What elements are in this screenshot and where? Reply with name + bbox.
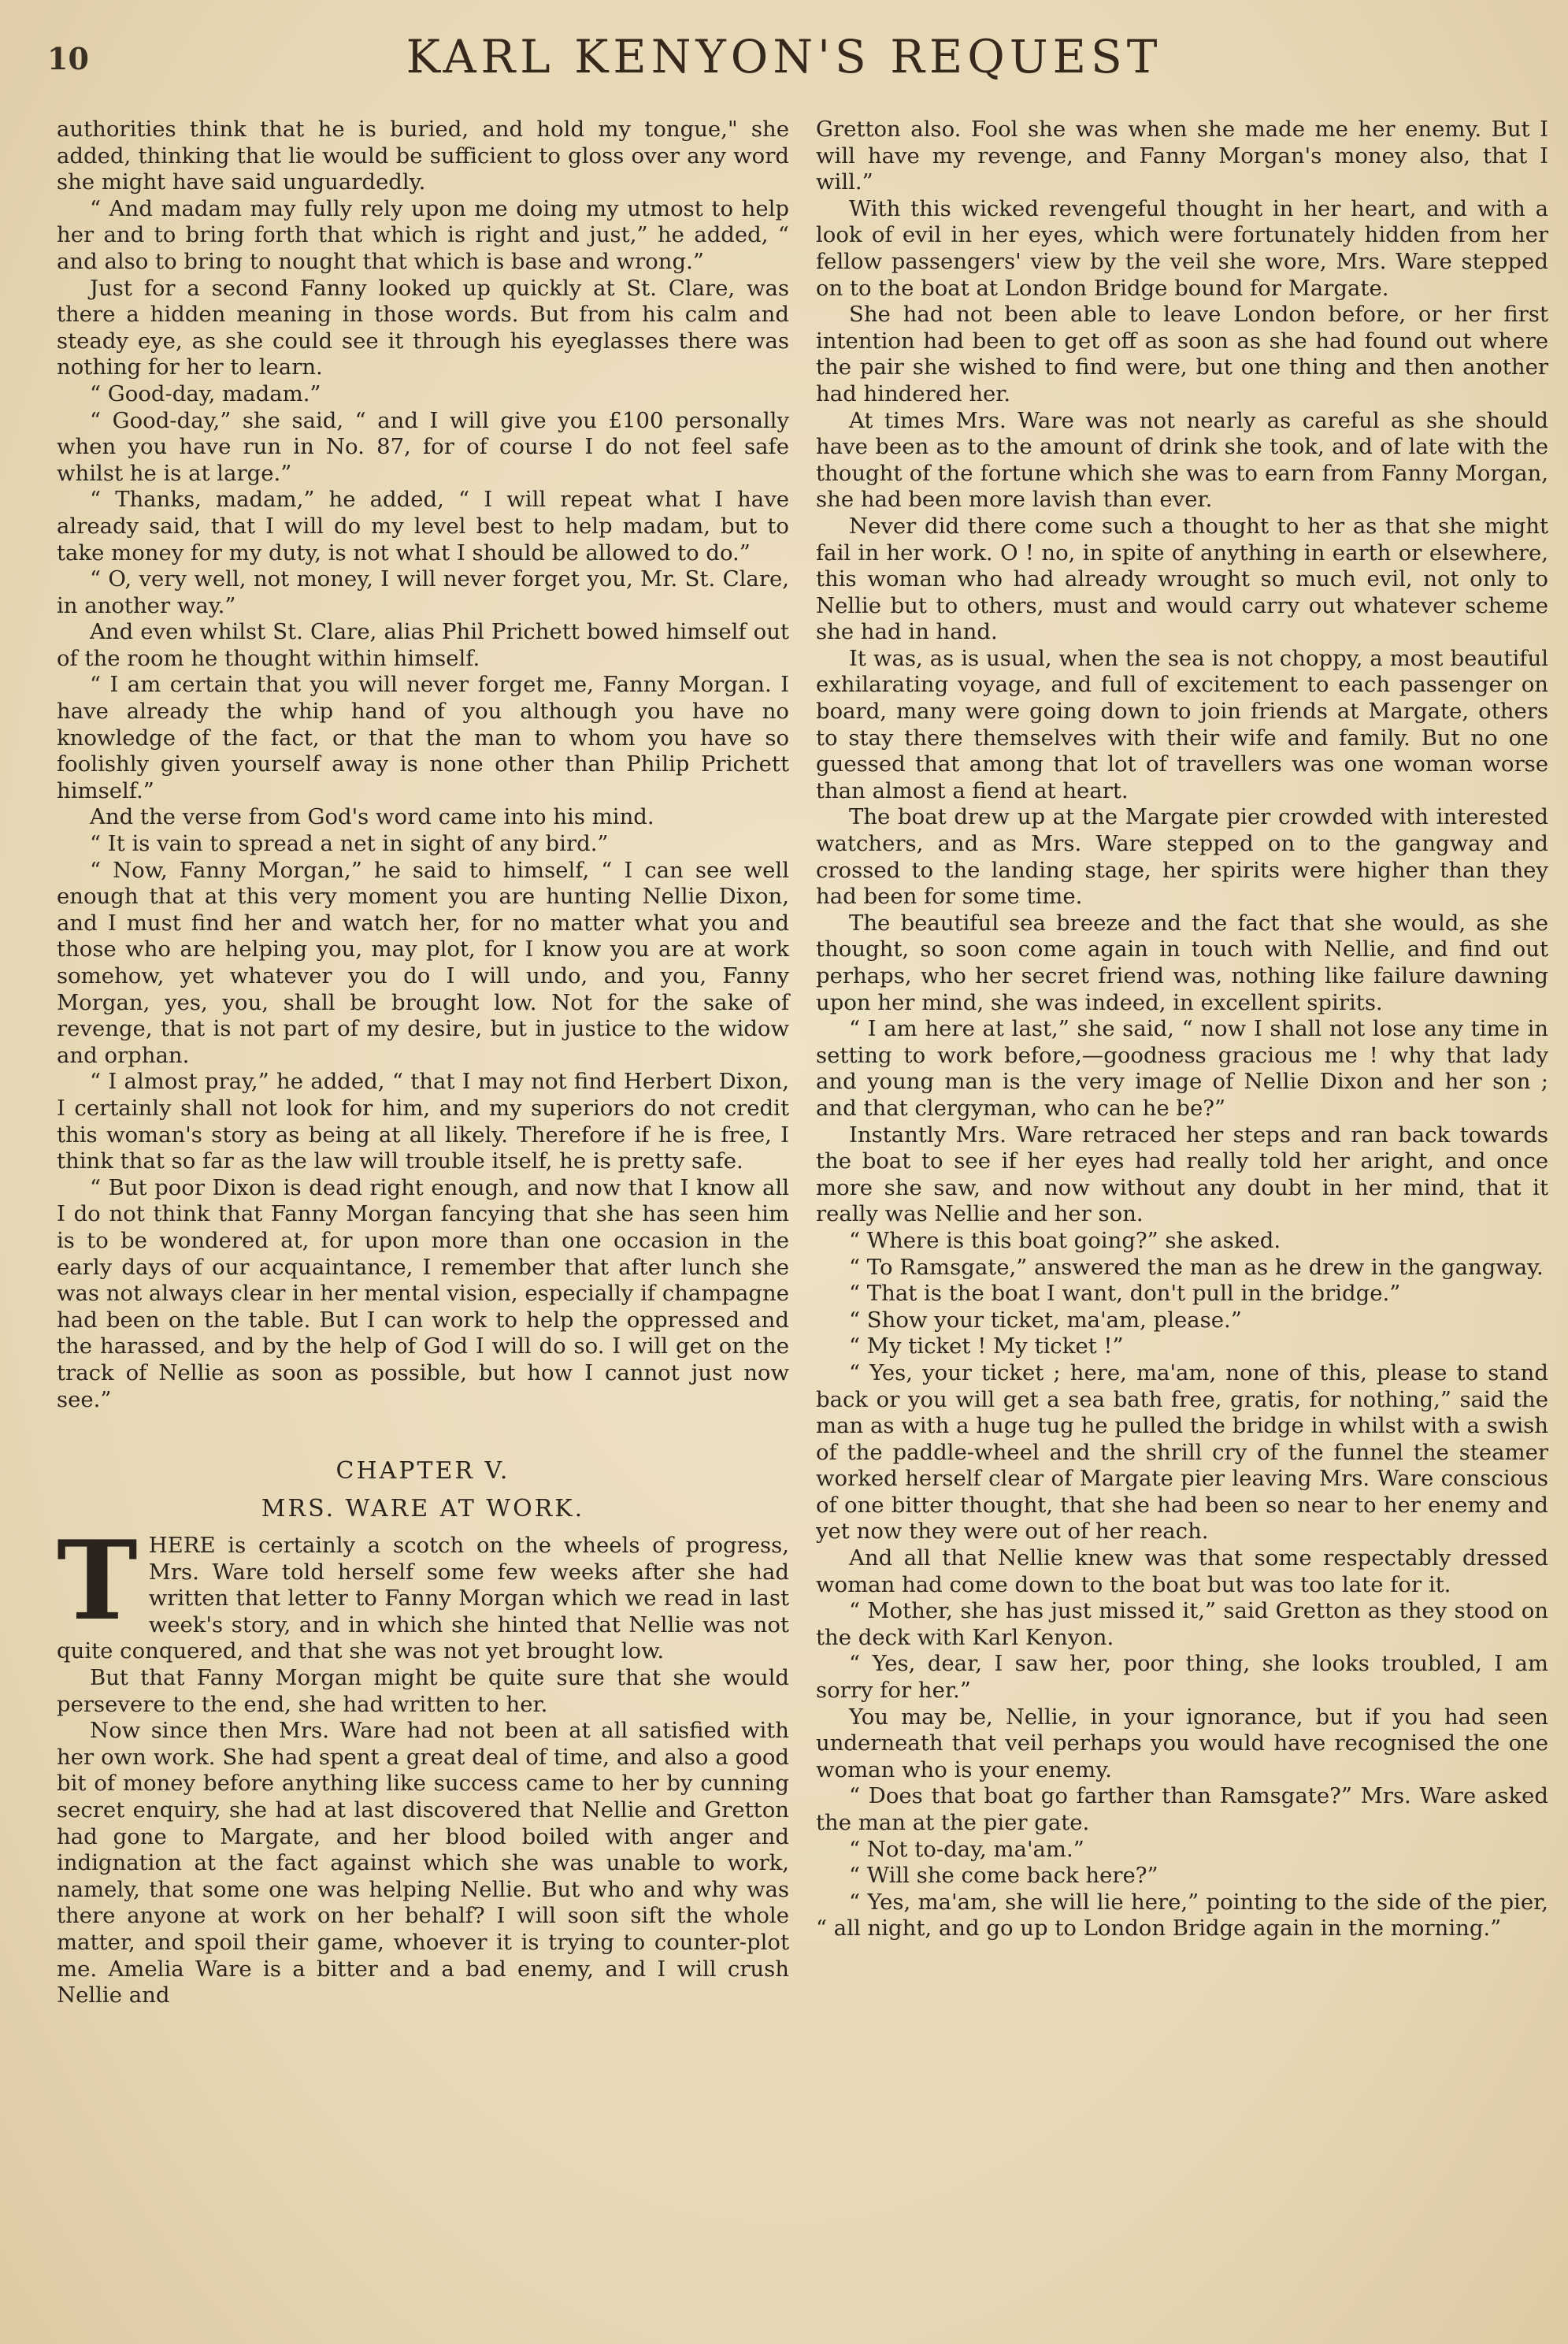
paragraph: At times Mrs. Ware was not nearly as careful as she should have been as to the amount of drink she took, and of late with the thought of the fortune which she was to earn from Fanny Morgan, she had been more lavish than ever. bbox=[816, 407, 1548, 513]
paragraph: But that Fanny Morgan might be quite sure that she would persevere to the end, she had written to her. bbox=[57, 1665, 789, 1717]
chapter-title: MRS. WARE AT WORK. bbox=[261, 1495, 585, 1523]
paragraph: “ I am here at last,” she said, “ now I shall not lose any time in setting to work before,—goodness gracious me ! why that lady and young man is the very image of Nellie Dixon and her son ; and that clergyman, who can he be?” bbox=[816, 1016, 1548, 1121]
right-column bbox=[816, 117, 1548, 1942]
paragraph: “ Thanks, madam,” he added, “ I will repeat what I have already said, that I will do my level best to help madam, but to take money for my duty, is not what I should be allowed to do.” bbox=[57, 487, 789, 566]
paragraph: “ It is vain to spread a net in sight of any bird.” bbox=[90, 831, 609, 857]
paragraph: The boat drew up at the Margate pier crowded with interested watchers, and as Mrs. Ware stepped on to the gangway and crossed to the landing stage, her spirits were higher than they had been for some time. bbox=[816, 804, 1548, 910]
paragraph: Instantly Mrs. Ware retraced her steps and ran back towards the boat to see if her eyes had really told her aright, and once more she saw, and now without any doubt in her mind, that it really was Nellie and her son. bbox=[816, 1122, 1548, 1227]
paragraph: And even whilst St. Clare, alias Phil Prichett bowed himself out of the room he thought within himself. bbox=[57, 619, 789, 671]
paragraph: The beautiful sea breeze and the fact that she would, as she thought, so soon come again in touch with Nellie, and find out perhaps, who her secret friend was, nothing like failure dawning upon her mind, she was indeed, in excellent spirits. bbox=[816, 910, 1548, 1015]
paragraph: And the verse from God's word came into his mind. bbox=[90, 804, 654, 830]
paragraph: “ I am certain that you will never forget me, Fanny Morgan. I have already the whip hand of you although you have no knowledge of the fact, or that the man to whom you have so foolishly given yourself away is none other than Philip Prichett himself.” bbox=[57, 672, 789, 803]
paragraph: “ Good-day,” she said, “ and I will give you £100 personally when you have run in No. 87, for of course I do not feel safe whilst he is at large.” bbox=[57, 407, 789, 486]
paragraph: With this wicked revengeful thought in her heart, and with a look of evil in her eyes, which were fortunately hidden from her fellow passengers' view by the veil she wore, Mrs. Ware stepped on to the boat at London Bridge bound for Margate. bbox=[816, 195, 1548, 301]
drop-cap: T bbox=[57, 1516, 138, 1645]
paragraph: “ Show your ticket, ma'am, please.” bbox=[849, 1307, 1242, 1333]
paragraph: Never did there come such a thought to her as that she might fail in her work. O ! no, in spite of anything in earth or elsewhere, this woman who had already wrought so much evil, not only to Nellie but to others, must and would carry out whatever scheme she had in hand. bbox=[816, 513, 1548, 645]
paragraph: “ Does that boat go farther than Ramsgate?” Mrs. Ware asked the man at the pier gate. bbox=[816, 1783, 1548, 1835]
paragraph: authorities think that he is buried, and hold my tongue," she added, thinking that lie would be sufficient to gloss over any word she might have said unguardedly. bbox=[57, 117, 789, 195]
paragraph: “ Good-day, madam.” bbox=[90, 380, 321, 406]
chapter-heading-block bbox=[57, 1457, 789, 1523]
paragraph: “ Will she come back here?” bbox=[849, 1863, 1158, 1889]
paragraph-text: HERE is certainly a scotch on the wheels of progress, Mrs. Ware told herself some few weeks after she had written that letter to Fanny Morgan which we read in last week's story, and in which she hinted that Nellie was not quite conquered, and that she was not yet brought low. bbox=[57, 1533, 789, 1664]
paragraph: “ But poor Dixon is dead right enough, and now that I know all I do not think that Fanny Morgan fancying that she has seen him is to be wondered at, for upon more than one occasion in the early days of our acquaintance, I remember that after lunch she was not always clear in her mental vision, especially if champagne had been on the table. But I can work to help the oppressed and the harassed, and by the help of God I will do so. I will get on the track of Nellie as soon as possible, but how I cannot just now see.” bbox=[57, 1174, 789, 1412]
paragraph: And all that Nellie knew was that some respectably dressed woman had come down to the boat but was too late for it. bbox=[816, 1545, 1548, 1597]
paragraph: “ Not to-day, ma'am.” bbox=[849, 1836, 1084, 1862]
paragraph: “ Yes, your ticket ; here, ma'am, none of this, please to stand back or you will get a sea bath free, gratis, for nothing,” said the man as with a huge tug he pulled the bridge in whilst with a swish of the paddle-wheel and the shrill cry of the funnel the steamer worked herself clear of Margate pier leaving Mrs. Ware conscious of one bitter thought, that she had been so near to her enemy and yet now they were out of her reach. bbox=[816, 1359, 1548, 1545]
chapter-opening-paragraph bbox=[57, 1516, 789, 1665]
chapter-number: CHAPTER V. bbox=[335, 1457, 510, 1485]
paragraph: Just for a second Fanny looked up quickly at St. Clare, was there a hidden meaning in those words. But from his calm and steady eye, as she could see it through his eyeglasses there was nothing for her to learn. bbox=[57, 275, 789, 380]
paragraph: “ Mother, she has just missed it,” said Gretton as they stood on the deck with Karl Kenyon. bbox=[816, 1598, 1548, 1650]
paragraph: “ Yes, dear, I saw her, poor thing, she looks troubled, I am sorry for her.” bbox=[816, 1651, 1548, 1704]
paragraph: “ Now, Fanny Morgan,” he said to himself, “ I can see well enough that at this very moment you are hunting Nellie Dixon, and I must find her and watch her, for no matter what you and those who are helping you, may plot, for I know you are at work somehow, yet whatever you do I will undo, and you, Fanny Morgan, yes, you, shall be brought low. Not for the sake of revenge, that is not part of my desire, but in justice to the widow and orphan. bbox=[57, 857, 789, 1068]
paragraph: Gretton also. Fool she was when she made me her enemy. But I will have my revenge, and Fanny Morgan's money also, that I will.” bbox=[816, 117, 1548, 195]
paragraph: “ Yes, ma'am, she will lie here,” pointing to the side of the pier, “ all night, and go up to London Bridge again in the morning.” bbox=[816, 1889, 1548, 1942]
page-header bbox=[0, 30, 1568, 85]
left-column bbox=[57, 117, 789, 2009]
page-number: 10 bbox=[47, 41, 89, 76]
paragraph: “ My ticket ! My ticket !” bbox=[849, 1333, 1124, 1359]
paragraph: Now since then Mrs. Ware had not been at all satisfied with her own work. She had spent a great deal of time, and also a good bit of money before anything like success came to her by cunning secret enquiry, she had at last discovered that Nellie and Gretton had gone to Margate, and her blood boiled with anger and indignation at the fact against which she was unable to work, namely, that some one was helping Nellie. But who and why was there anyone at work on her behalf? I will soon sift the whole matter, and spoil their game, whoever it is trying to counter-plot me. Amelia Ware is a bitter and a bad enemy, and I will crush Nellie and bbox=[57, 1718, 789, 2008]
paragraph: She had not been able to leave London before, or her first intention had been to get off as soon as she had found out where the pair she wished to find were, but one thing and then another had hindered her. bbox=[816, 302, 1548, 406]
paragraph: “ I almost pray,” he added, “ that I may not find Herbert Dixon, I certainly shall not look for him, and my superiors do not credit this woman's story as being at all likely. Therefore if he is free, I think that so far as the law will trouble itself, he is pretty safe. bbox=[57, 1069, 789, 1174]
paragraph: “ And madam may fully rely upon me doing my utmost to help her and to bring forth that which is right and just,” he added, “ and also to bring to nought that which is base and wrong.” bbox=[57, 195, 789, 274]
paragraph: “ Where is this boat going?” she asked. bbox=[849, 1227, 1281, 1253]
paragraph: “ To Ramsgate,” answered the man as he drew in the gangway. bbox=[849, 1254, 1544, 1280]
paragraph: You may be, Nellie, in your ignorance, but if you had seen underneath that veil perhaps you would have recognised the one woman who is your enemy. bbox=[816, 1704, 1548, 1782]
paragraph: It was, as is usual, when the sea is not choppy, a most beautiful exhilarating voyage, and full of excitement to each passenger on board, many were going down to join friends at Margate, others to stay there themselves with their wife and family. But no one guessed that among that lot of travellers was one woman worse than almost a fiend at heart. bbox=[816, 645, 1548, 803]
running-title: KARL KENYON'S REQUEST bbox=[406, 30, 1162, 83]
paragraph: “ O, very well, not money, I will never forget you, Mr. St. Clare, in another way.” bbox=[57, 566, 789, 618]
paragraph: “ That is the boat I want, don't pull in the bridge.” bbox=[849, 1281, 1401, 1307]
